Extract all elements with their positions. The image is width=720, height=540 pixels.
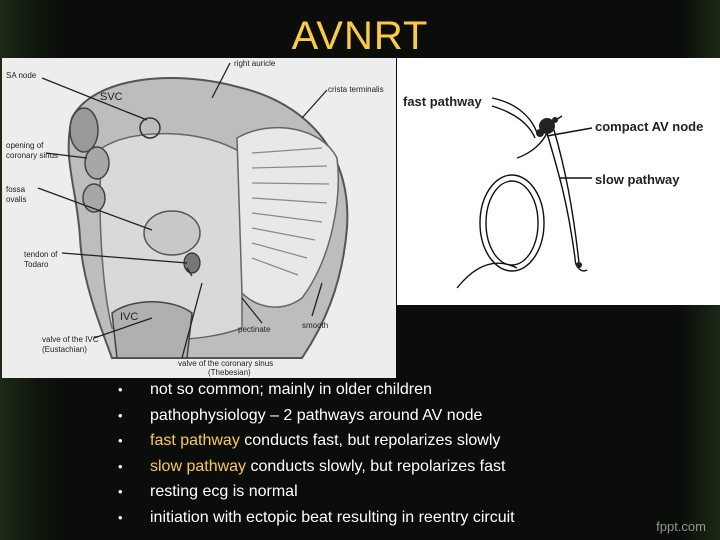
footer-logo: fppt.com <box>656 519 706 534</box>
label-fossa-2: ovalis <box>6 195 27 204</box>
bullet-item <box>118 458 708 484</box>
label-pectinate: pectinate <box>238 325 271 334</box>
bullet-text <box>150 381 432 399</box>
av-node-schematic <box>397 58 720 305</box>
bullet-symbol: • <box>118 509 123 525</box>
bullet-highlight: fast pathway <box>150 432 240 449</box>
label-right-auricle: right auricle <box>234 59 276 68</box>
bullet-body: not so common; mainly in older children <box>150 381 432 398</box>
bullet-text <box>150 483 298 501</box>
bullet-symbol: • <box>118 484 123 499</box>
bullet-item <box>118 381 708 407</box>
bullet-body: resting ecg is normal <box>150 483 298 500</box>
label-slow-pathway: slow pathway <box>595 172 680 187</box>
bullet-text <box>150 509 515 527</box>
bullet-symbol: • <box>118 433 123 448</box>
label-tendon-1: tendon of <box>24 250 58 259</box>
label-fossa-1: fossa <box>6 185 26 194</box>
bullet-item <box>118 432 708 458</box>
label-tendon-2: Todaro <box>24 260 49 269</box>
bullet-item <box>118 407 708 433</box>
bullet-body: pathophysiology – 2 pathways around AV node <box>150 406 483 424</box>
label-ivc: IVC <box>120 311 139 323</box>
heart-anatomy-drawing <box>2 58 396 378</box>
label-fast-pathway: fast pathway <box>403 94 482 109</box>
label-smooth: smooth <box>302 321 329 330</box>
bullet-body: initiation with ectopic beat resulting in reentry circuit <box>150 508 515 526</box>
bullet-list <box>118 381 708 534</box>
bullet-item <box>118 483 708 509</box>
bullet-body: conducts fast, but repolarizes slowly <box>239 432 501 449</box>
label-svc: SVC <box>100 91 123 103</box>
label-valve-ivc-1: valve of the IVC <box>42 335 99 344</box>
av-node-schematic-drawing <box>397 58 720 305</box>
bullet-highlight: slow pathway <box>150 457 247 475</box>
bullet-symbol: • <box>118 407 123 423</box>
label-crista-terminalis: crista terminalis <box>328 85 384 94</box>
label-sa-node: SA node <box>6 71 37 80</box>
bullet-text <box>150 458 505 476</box>
label-opening-cs-1: opening of <box>6 141 44 150</box>
label-valve-cs-1: valve of the coronary sinus <box>178 359 274 368</box>
bullet-text <box>150 407 482 425</box>
bullet-body: conducts slowly, but repolarizes fast <box>246 457 506 475</box>
bullet-symbol: • <box>118 458 123 474</box>
bullet-text <box>150 432 500 450</box>
heart-anatomy-figure <box>2 58 396 378</box>
slide-title: AVNRT <box>291 14 429 58</box>
label-opening-cs-2: coronary sinus <box>6 151 59 160</box>
bullet-item <box>118 509 708 535</box>
label-valve-cs-2: (Thebesian) <box>208 368 251 377</box>
label-valve-ivc-2: (Eustachian) <box>42 345 87 354</box>
label-compact-av-node: compact AV node <box>595 119 704 134</box>
bullet-symbol: • <box>118 382 123 397</box>
